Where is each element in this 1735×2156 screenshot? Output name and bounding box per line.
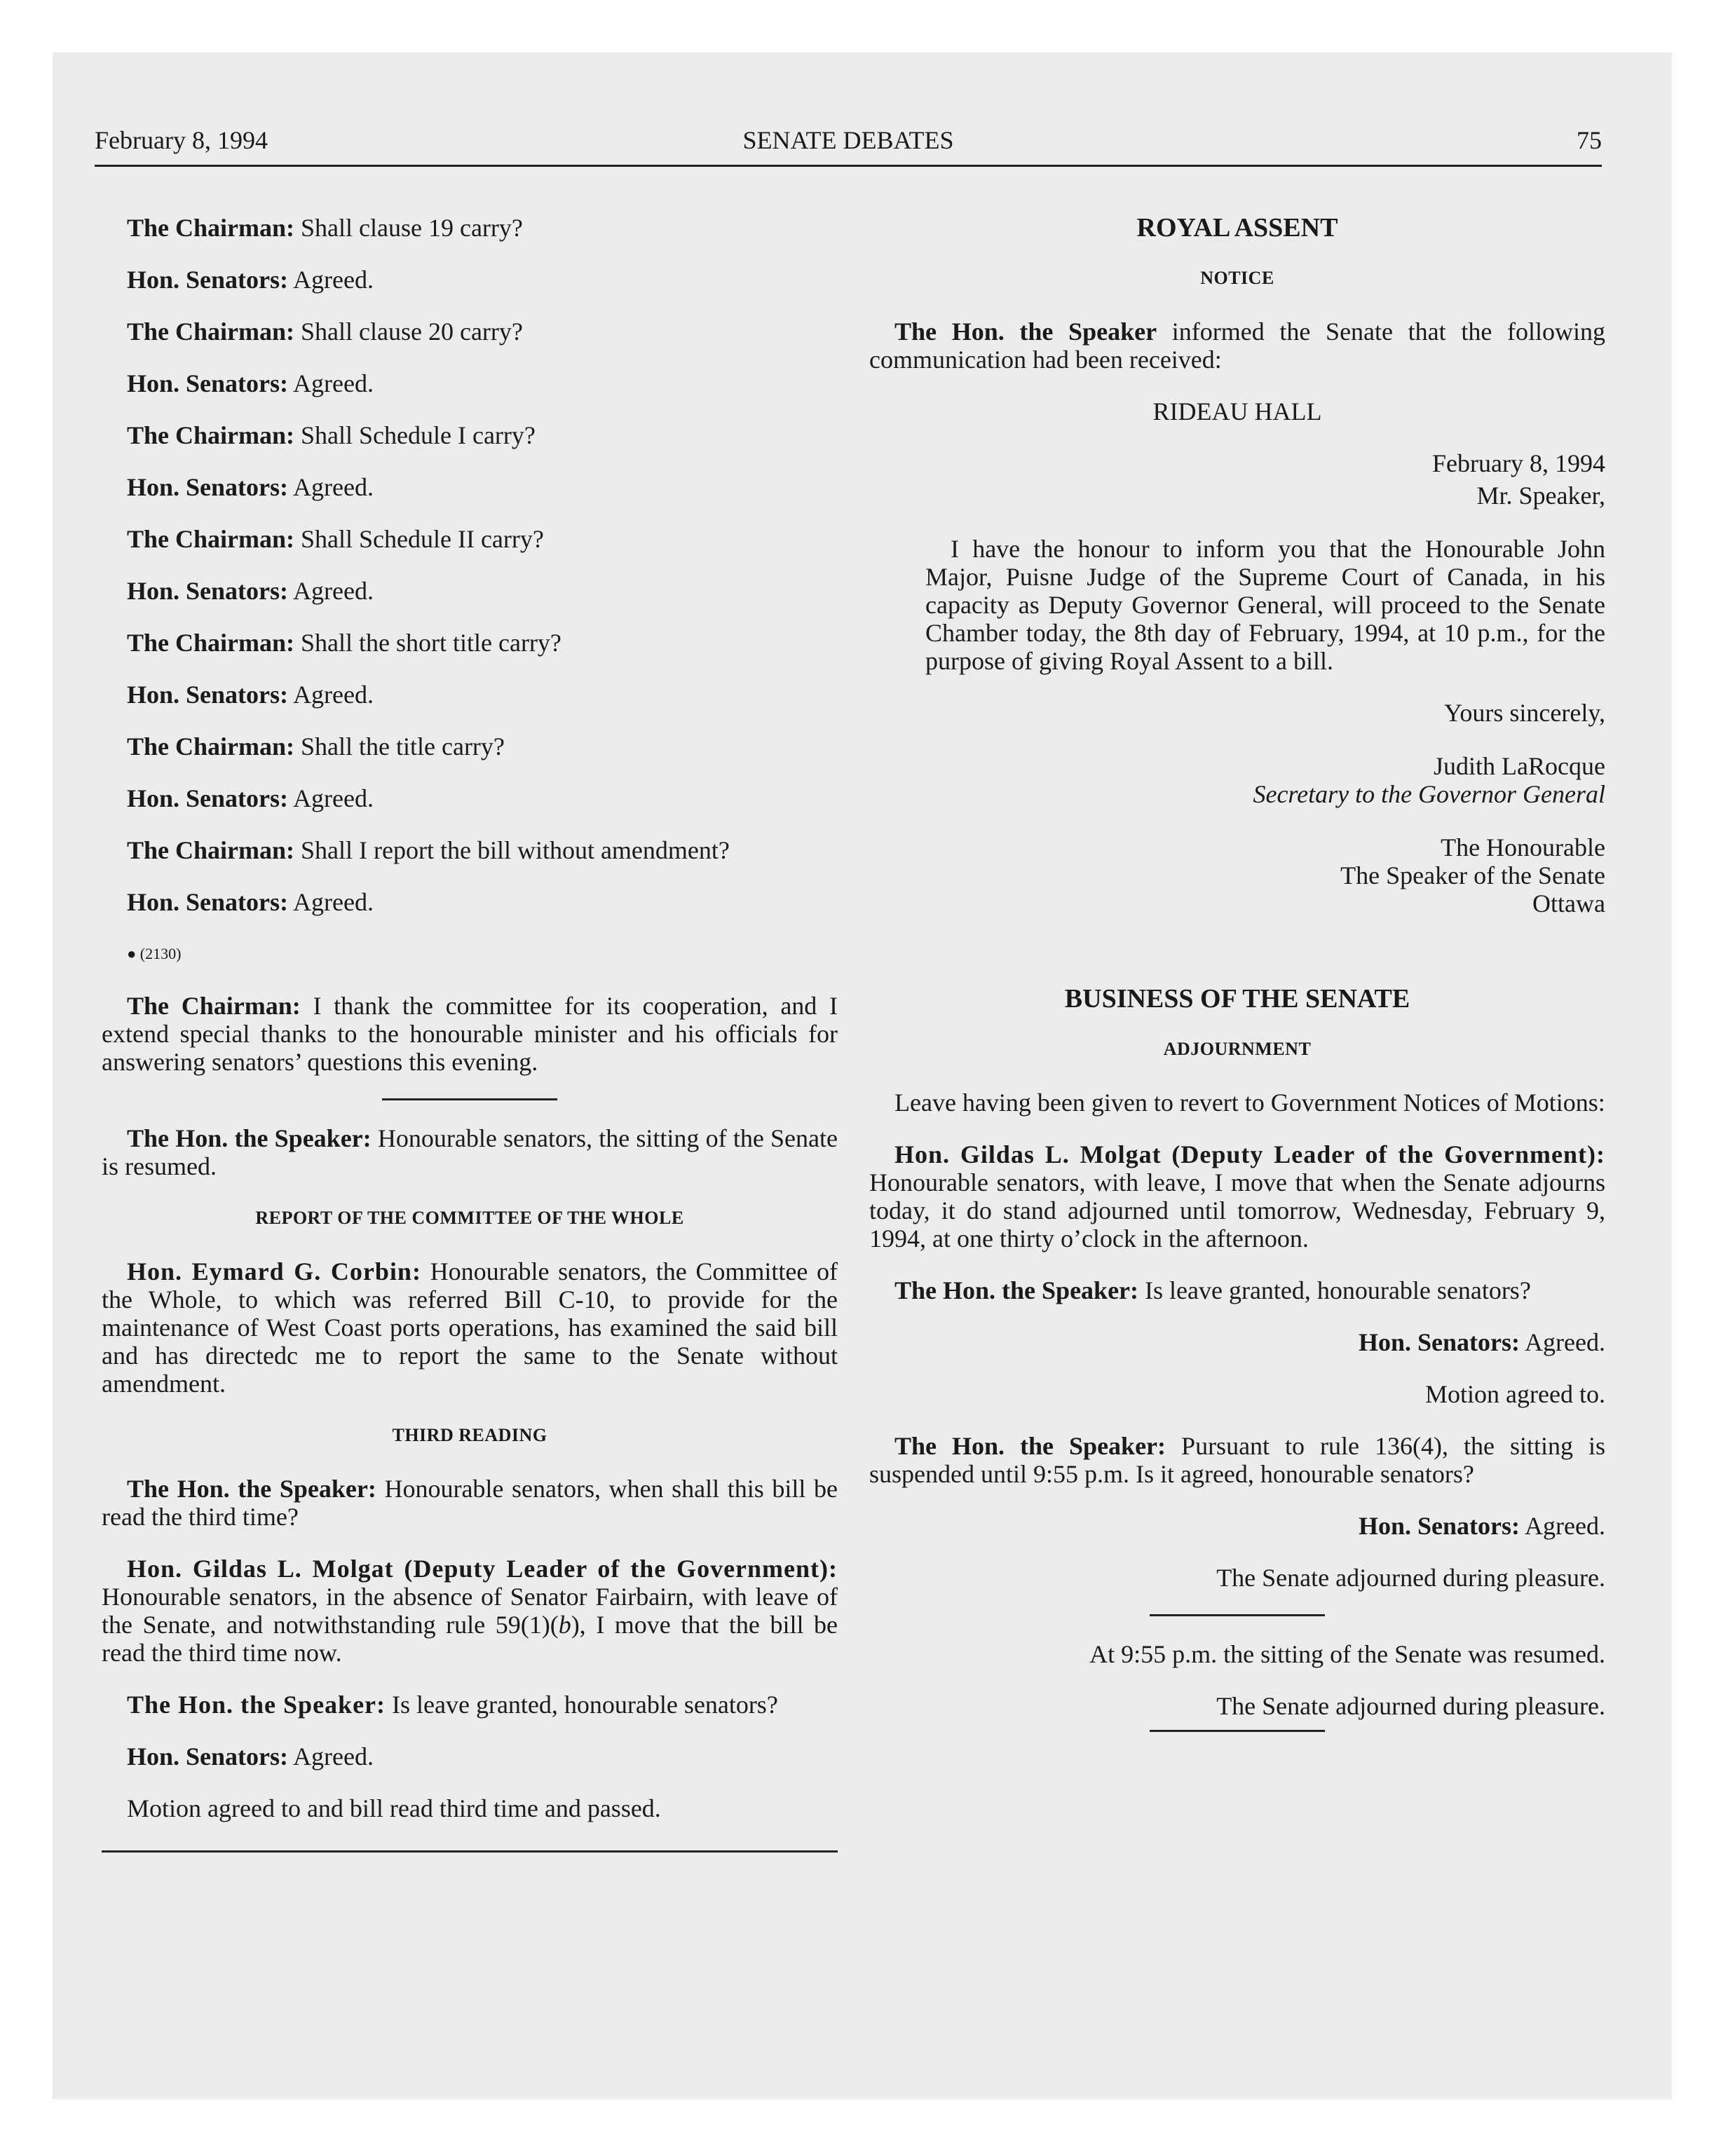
speech-text-italic: b [558,1611,571,1639]
speech-text: Is leave granted, honourable senators? [392,1691,778,1719]
speaker-name: Hon. Senators: [127,1742,289,1770]
speaker-name: The Hon. the Speaker: [127,1691,386,1719]
adjourned-pleasure: The Senate adjourned during pleasure. [1216,1564,1605,1592]
speaker-name: The Chairman: [127,214,295,242]
speaker-name: Hon. Senators: [127,369,289,397]
speech-text: Honourable senators, in the absence of Senator Fairbairn, with leave of the Senate, and notwithstanding rule 59(1)( [102,1583,838,1639]
speech-text: Agreed. [1525,1328,1605,1356]
speech-text: Honourable senators, when shall this bill be read the third time? [102,1475,838,1531]
letter-signer: Judith LaRocque [1434,752,1605,780]
letter-place: RIDEAU HALL [1152,397,1322,425]
speech-text: Shall I report the bill without amendment? [301,836,730,864]
speech-text: Agreed. [1525,1512,1605,1540]
speaker-name: The Chairman: [127,836,295,864]
time-marker: ● (2130) [127,945,182,962]
speaker-name: Hon. Eymard G. Corbin: [127,1257,421,1285]
speech-text: Agreed. [293,473,374,501]
speech-text: Shall the short title carry? [301,629,562,657]
chairman-thanks [102,992,838,1076]
speaker-name: Hon. Senators: [127,681,289,709]
speaker-name: The Chairman: [127,421,295,449]
exchange-line [102,473,838,501]
speaker-name: The Chairman: [127,525,295,553]
letter-date: February 8, 1994 [1432,449,1605,477]
speech-text: Honourable senators, the sitting of the Senate is resumed. [102,1124,838,1180]
molgat-adjournment-motion [869,1140,1605,1253]
exchange-line [102,732,838,760]
leave-given: Leave having been given to revert to Government Notices of Motions: [894,1089,1605,1117]
motion-agreed: Motion agreed to. [1425,1380,1605,1408]
speaker-name: The Chairman: [127,629,295,657]
third-reading-heading: THIRD READING [392,1425,547,1445]
senators-agreed [102,1742,838,1770]
business-heading: BUSINESS OF THE SENATE [1064,984,1410,1014]
molgat-motion [102,1555,838,1667]
exchange-line [102,681,838,709]
letter-address-2: The Speaker of the Senate [1340,861,1605,889]
letter-body: I have the honour to inform you that the Honourable John Major, Puisne Judge of the Supreme Court of Canada, in his capacity as Deputy Governor General, will proceed to the Senate Chamber today, the 8th day of February, 1994, at 10 p.m., for the purpose of giving Royal Assent to a bill. [925,535,1605,675]
speaker-name: The Hon. the Speaker: [894,1432,1166,1460]
speaker-name: The Hon. the Speaker: [127,1124,372,1152]
speech-text: Shall Schedule II carry? [301,525,544,553]
speaker-name: The Hon. the Speaker: [127,1475,376,1503]
speech-text: Shall the title carry? [301,732,505,760]
speaker-name: Hon. Senators: [1359,1328,1520,1356]
letter-address-3: Ottawa [1532,889,1605,917]
speaker-suspend [869,1432,1605,1488]
letter-address-1: The Honourable [1441,833,1605,861]
exchange-line [102,214,838,242]
speaker-name: Hon. Senators: [127,784,289,812]
adjourned-pleasure: The Senate adjourned during pleasure. [1216,1692,1605,1720]
speaker-name: Hon. Senators: [127,577,289,605]
exchange-line [102,888,838,916]
divider [1150,1730,1325,1732]
speech-text: Pursuant to rule 136(4), the sitting is suspended until 9:55 p.m. Is it agreed, honourable senators? [869,1432,1606,1488]
speech-text: Agreed. [293,888,374,916]
speech-text: Shall clause 20 carry? [301,318,523,346]
header-date: February 8, 1994 [95,126,268,154]
speech-text: Agreed. [293,266,374,294]
corbin-statement [102,1257,838,1398]
speaker-third-reading [102,1475,838,1531]
notice-heading: NOTICE [1200,268,1274,288]
speaker-name: The Hon. the Speaker: [894,1276,1139,1304]
letter-salutation: Mr. Speaker, [1476,482,1605,510]
speech-text: Shall Schedule I carry? [301,421,536,449]
exchange-line [102,784,838,812]
speaker-name: The Chairman: [127,992,301,1020]
page-number: 75 [1577,126,1602,154]
speech-text: Agreed. [293,1742,374,1770]
divider [1150,1614,1325,1616]
speech-text: Honourable senators, the Committee of the Whole, to which was referred Bill C-10, to provide for the maintenance of West Coast ports operations, has examined the said bill and has directedc me to report the same to the Senate without amendment. [102,1257,838,1398]
end-rule [102,1850,838,1853]
speech-text: informed the Senate that the following communication had been received: [869,318,1605,374]
adjournment-heading: ADJOURNMENT [1163,1039,1312,1059]
speaker-name: Hon. Senators: [1359,1512,1520,1540]
speech-text: Shall clause 19 carry? [301,214,523,242]
speaker-name: Hon. Gildas L. Molgat (Deputy Leader of the Government): [894,1140,1605,1168]
speaker-name: The Chairman: [127,318,295,346]
exchange-line [102,836,838,864]
header-title: SENATE DEBATES [742,126,954,154]
speaker-name: Hon. Gildas L. Molgat (Deputy Leader of the Government): [127,1555,838,1583]
sitting-resumed: At 9:55 p.m. the sitting of the Senate was resumed. [1089,1640,1605,1668]
senators-agreed [869,1512,1605,1540]
exchange-line [102,577,838,605]
report-heading: REPORT OF THE COMMITTEE OF THE WHOLE [255,1208,684,1228]
exchange-line [102,369,838,397]
speech-text: Agreed. [293,681,374,709]
exchange-line [102,318,838,346]
bill-passed: Motion agreed to and bill read third time and passed. [127,1794,661,1822]
speaker-informed [869,318,1605,374]
exchange-line [102,629,838,657]
speech-text: Is leave granted, honourable senators? [1145,1276,1531,1304]
speaker-resumed [102,1124,838,1180]
speech-text: ), I move that the bill be read the third time now. [102,1611,838,1667]
letter-signer-title: Secretary to the Governor General [1253,780,1605,808]
speaker-name: Hon. Senators: [127,266,289,294]
clause-votes [102,214,838,916]
speaker-leave [102,1691,838,1719]
speaker-leave [869,1276,1605,1304]
left-column [102,214,838,1853]
exchange-line [102,421,838,449]
speech-text: Agreed. [293,577,374,605]
speaker-name: Hon. Senators: [127,888,289,916]
exchange-line [102,525,838,553]
royal-assent-heading: ROYAL ASSENT [1136,213,1338,243]
speech-text: Agreed. [293,369,374,397]
letter-closing: Yours sincerely, [1444,699,1605,727]
running-header [95,123,1602,167]
exchange-line [102,266,838,294]
speech-text: I thank the committee for its cooperation, and I extend special thanks to the honourable minister and his officials for answering senators’ questions this evening. [102,992,838,1076]
right-column [869,214,1605,1756]
speech-text: Honourable senators, with leave, I move that when the Senate adjourns today, it do stand adjourned until tomorrow, Wednesday, February 9, 1994, at one thirty o’clock in the afternoon. [869,1168,1605,1253]
speech-text: Agreed. [293,784,374,812]
senators-agreed [869,1328,1605,1356]
speaker-name: The Hon. the Speaker [894,318,1157,346]
divider [382,1098,557,1100]
speaker-name: The Chairman: [127,732,295,760]
speaker-name: Hon. Senators: [127,473,289,501]
